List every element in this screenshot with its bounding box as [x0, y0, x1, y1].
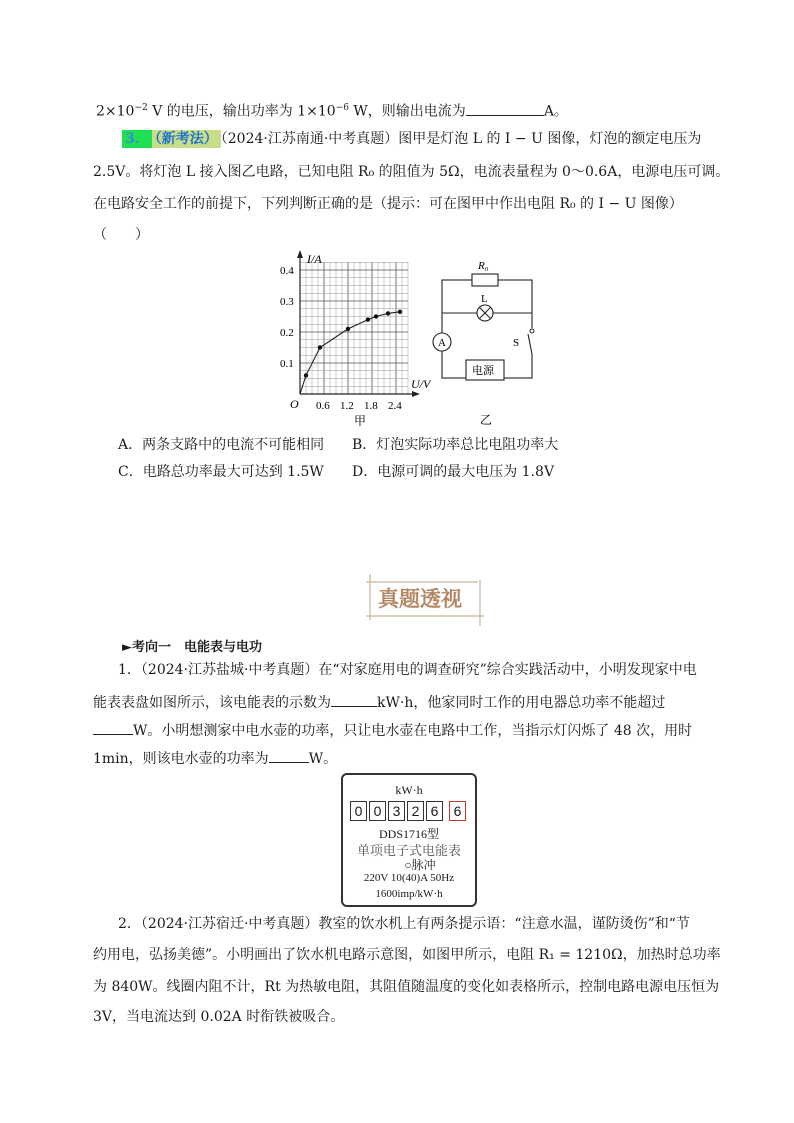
- meter-digit: 6: [426, 801, 443, 821]
- data-point: [346, 327, 350, 331]
- section-label: ►考向一 电能表与电功: [122, 640, 262, 655]
- x-tick-label: 0.6: [316, 400, 330, 412]
- iu-graph: [278, 248, 431, 428]
- q1-line1: 1．（2024·江苏盐城·中考真题）在“对家庭用电的调查研究”综合实践活动中，小明发现家中电: [118, 662, 697, 678]
- ammeter-label: A: [438, 337, 446, 349]
- data-point: [374, 314, 378, 318]
- exp-2: −6: [335, 103, 349, 113]
- q3-line2: 2.5V。将灯泡 L 接入图乙电路，已知电阻 R₀ 的阻值为 5Ω，电流表量程为 0～0.6A，电源电压可调。: [93, 164, 730, 180]
- q3-line3: 在电路安全工作的前提下，下列判断正确的是（提示：可在图甲中作出电阻 R₀ 的 I − U 图像）: [93, 196, 683, 212]
- num-2: 2: [96, 103, 105, 120]
- meter-digit: 3: [388, 801, 405, 821]
- q1-line4: [93, 748, 337, 768]
- option-c[interactable]: C．电路总功率最大可达到 1.5W: [118, 464, 324, 480]
- graph-caption: 甲: [354, 414, 367, 428]
- power-text: W，则输出电流为: [348, 103, 466, 120]
- blank-max-power[interactable]: [93, 720, 133, 735]
- data-point: [398, 310, 402, 314]
- r0-label: R₀: [478, 260, 489, 272]
- origin-label: O: [290, 397, 299, 411]
- q1-line4-a: 1min，则该电水壶的功率为: [93, 751, 269, 767]
- q2-line3: 为 840W。线圈内阻不计，Rt 为热敏电阻，其阻值随温度的变化如表格所示，控制电路电源电压恒为: [93, 979, 720, 995]
- energy-meter: [341, 773, 477, 907]
- switch-label: S: [513, 337, 520, 349]
- y-axis-label: I/A: [307, 252, 322, 266]
- q3-stem-1: （2024·江苏南通·中考真题）图甲是灯泡 L 的 I − U 图像，灯泡的额定电压为: [220, 131, 702, 147]
- meter-digit: 0: [369, 801, 386, 821]
- q1-line2-a: 能表表盘如图所示，该电能表的示数为: [93, 695, 331, 711]
- meter-digit: 0: [350, 801, 367, 821]
- meter-digit: 2: [407, 801, 424, 821]
- blank-meter-reading[interactable]: [331, 692, 377, 707]
- q3-number: 3．: [122, 130, 152, 148]
- meter-name: 单项电子式电能表: [356, 843, 461, 858]
- q3-tag: （新考法）: [152, 130, 221, 148]
- y-tick-label: 0.3: [280, 296, 294, 308]
- resistor-r0: [472, 274, 498, 286]
- meter-pulse: ○脉冲: [404, 858, 436, 872]
- voltage-text: V 的电压，输出功率为: [147, 103, 298, 120]
- answer-blank-current[interactable]: [466, 101, 544, 116]
- q1-line4-b: W。: [308, 751, 338, 767]
- circuit-caption: 乙: [480, 413, 493, 427]
- x-axis-arrow: [412, 391, 420, 397]
- q2-line2: 约用电，弘扬美德”。小明画出了饮水机电路示意图，如图甲所示，电阻 R₁ = 1210Ω，加热时总功率: [93, 947, 721, 963]
- data-point: [318, 345, 322, 349]
- option-d[interactable]: D．电源可调的最大电压为 1.8V: [352, 464, 555, 480]
- q1-line3-a: W。小明想测家中电水壶的功率，只让电水壶在电路中工作，当指示灯闪烁了 48 次，用时: [133, 723, 693, 739]
- data-point: [386, 311, 390, 315]
- meter-rating: 220V 10(40)A 50Hz: [363, 872, 455, 884]
- meter-model: DDS1716型: [378, 827, 439, 841]
- banner-text: 真题透视: [378, 587, 462, 611]
- y-tick-label: 0.4: [280, 265, 294, 277]
- y-tick-label: 0.1: [280, 358, 294, 370]
- line-voltage-power: [96, 99, 568, 121]
- times-ten-1: ×10: [104, 103, 135, 120]
- times-ten-2: ×10: [306, 103, 336, 120]
- q2-line1: 2．（2024·江苏宿迁·中考真题）教室的饮水机上有两条提示语：“注意水温，谨防烫伤”和“节: [118, 916, 690, 932]
- circuit-diagram: [430, 252, 540, 430]
- exp-1: −2: [134, 103, 148, 113]
- num-1: 1: [297, 103, 307, 120]
- q3-answer-paren[interactable]: （ ）: [93, 227, 149, 243]
- y-axis-arrow: [297, 250, 303, 258]
- option-a[interactable]: A．两条支路中的电流不可能相同: [118, 437, 325, 453]
- x-tick-label: 2.4: [388, 400, 402, 412]
- data-point: [304, 373, 308, 377]
- meter-unit: kW·h: [395, 783, 423, 797]
- q1-line2: [93, 692, 665, 712]
- ampere-end: A。: [543, 103, 568, 120]
- meter-digits: [343, 801, 475, 821]
- source-label: 电源: [472, 364, 494, 377]
- q3-line1: [122, 130, 701, 148]
- x-axis-label: U/V: [411, 377, 431, 391]
- blank-kettle-power[interactable]: [269, 748, 309, 763]
- switch-contact: [530, 329, 534, 333]
- meter-imp: 1600imp/kW·h: [375, 888, 443, 900]
- lamp-label: L: [481, 293, 488, 305]
- q1-line3: [93, 720, 692, 740]
- meter-digit-decimal: 6: [449, 801, 466, 821]
- x-tick-label: 1.2: [340, 400, 354, 412]
- y-tick-label: 0.2: [280, 327, 294, 339]
- option-b[interactable]: B．灯泡实际功率总比电阻功率大: [352, 437, 559, 453]
- graph-grid: [300, 262, 408, 394]
- q2-line4: 3V，当电流达到 0.02A 时衔铁被吸合。: [93, 1009, 345, 1025]
- x-tick-label: 1.8: [364, 400, 378, 412]
- section-banner: [366, 574, 484, 626]
- data-point: [366, 317, 370, 321]
- q1-line2-b: kW·h，他家同时工作的用电器总功率不能超过: [377, 695, 666, 711]
